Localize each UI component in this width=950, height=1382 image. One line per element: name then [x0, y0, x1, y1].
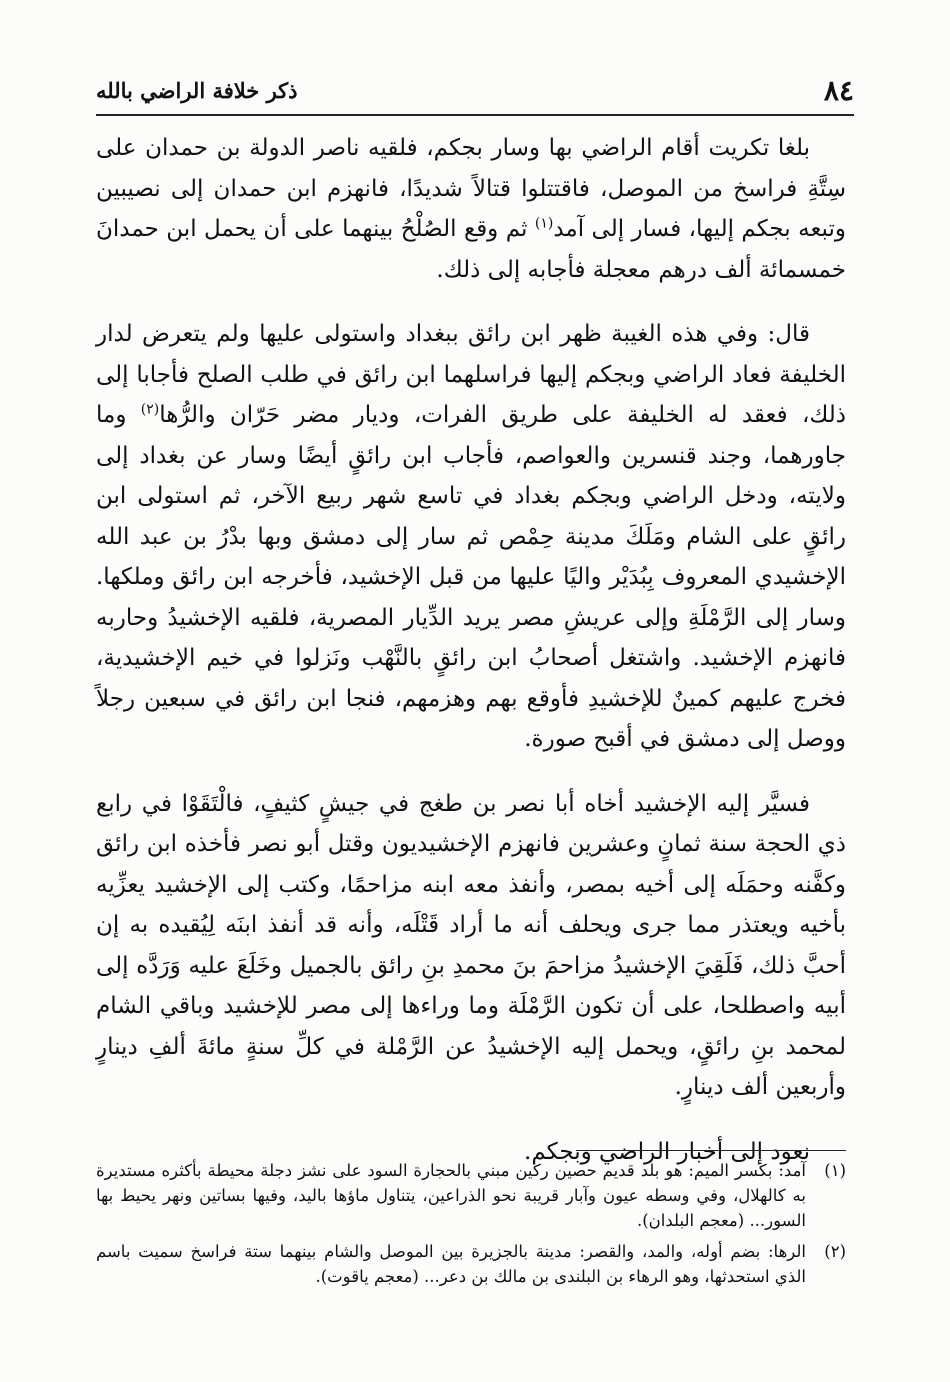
footnotes: [96, 1158, 846, 1295]
paragraph-2: [96, 314, 846, 760]
page-header: [96, 66, 854, 116]
paragraph-2-part-b: وما جاورهما، وجند قنسرين والعواصم، فأجاب ابن رائقٍ أيضًا وسار عن بغداد إلى ولايته، ودخل الراضي وبجكم بغداد في تاسع شهر ربيع الآخر، ثم استولى ابن رائقٍ على الشام ومَلَكَ مدينة حِمْص ثم سار إلى دمشق وبها بدْرُ بن عبد الله الإخشيدي المعروف بِبُدَيْر واليًا عليها من قبل الإخشيد، فأخرجه ابن رائق وملكها. وسار إلى الرَّمْلَةِ وإلى عريشِ مصر يريد الدِّيار المصرية، فلقيه الإخشيدُ وحاربه فانهزم الإخشيد. واشتغل أصحابُ ابن رائقٍ بالنَّهْب ونَزلوا في خيم الإخشيدية، فخرج عليهم كمينٌ للإخشيدِ فأوقع بهم وهزمهم، فنجا ابن رائق في سبعين رجلاً ووصل إلى دمشق في أقبح صورة.: [96, 402, 846, 752]
footnote-ref-1: (١): [534, 215, 554, 232]
paragraph-1: [96, 128, 846, 290]
paragraph-4: نعود إلى أخبار الراضي وبجكم.: [524, 1138, 810, 1165]
footnote-1-number: (١): [824, 1161, 846, 1180]
paragraph-1-part-b: ثم وقع الصُلْحُ بينهما على أن يحمل ابن حمدانَ خمسمائة ألف درهم معجلة فأجابه إلى ذلك.: [96, 216, 846, 283]
paragraph-2-part-a: قال: وفي هذه الغيبة ظهر ابن رائق ببغداد واستولى عليها ولم يتعرض لدار الخليفة فعاد الراضي وبجكم إليها فراسلهما ابن رائق في طلب الصلح فأجابا إلى ذلك، فعقد له الخليفة على طريق الفرات، وديار مضر حَرّان والرُّها: [96, 321, 847, 428]
footnote-ref-2: (٢): [140, 401, 160, 418]
main-text: [96, 128, 846, 1196]
page-number: ٨٤: [823, 73, 854, 107]
footnote-1-text: آمد: بكسر الميم: هو بلد قديم حصين ركين مبني بالحجارة السود على نشز دجلة محيطة بأكثره مستديرة به كالهلال، وفي وسطه عيون وآبار قريبة نحو الذراعين، يتناول ماؤها باليد، وفيها بساتين ونهر يحيط بها السور... (معجم البلدان).: [96, 1161, 806, 1230]
footnote-2: [96, 1239, 846, 1289]
running-title: ذكر خلافة الراضي بالله: [96, 77, 298, 103]
paragraph-1-part-a: بلغا تكريت أقام الراضي بها وسار بجكم، فلقيه ناصر الدولة بن حمدان على سِتَّةِ فراسخ من الموصل، فاقتتلوا قتالاً شديدًا، فانهزم ابن حمدان إلى نصيبين وتبعه بجكم إليها، فسار إلى آمد: [96, 135, 846, 242]
paragraph-3: فسيَّر إليه الإخشيد أخاه أبا نصر بن طغج في جيشٍ كثيفٍ، فالْتَقَوْا في رابع ذي الحجة سنة ثمانٍ وعشرين فانهزم الإخشيديون وقتل أبو نصر فأخذه ابن رائق وكفَّنه وحمَلَه إلى أخيه بمصر، وأنفذ معه ابنه مزاحمًا، وكتب إلى الإخشيد يعزِّيه بأخيه ويعتذر مما جرى ويحلف أنه ما أراد قَتْلَه، وأنه قد أنفذ ابنَه لِيُقيده به إن أحبَّ ذلك، فَلَقِيَ الإخشيدُ مزاحمَ بنَ محمدِ بنِ رائق بالجميل وخَلَعَ عليه وَرَدَّه إلى أبيه واصطلحا، على أن تكون الرَّمْلَة وما وراءها إلى مصر للإخشيد وباقي الشام لمحمد بنِ رائقٍ، ويحمل إليه الإخشيدُ عن الرَّمْلة في كلِّ سنةٍ مائةَ ألفِ دينارٍ وأربعين ألف دينارٍ.: [96, 790, 846, 1100]
footnote-2-number: (٢): [824, 1242, 846, 1261]
footnote-2-text: الرها: بضم أوله، والمد، والقصر: مدينة بالجزيرة بين الموصل والشام بينهما ستة فراسخ سميت باسم الذي استحدثها، وهو الرهاء بن البلندى بن مالك بن دعر... (معجم ياقوت).: [96, 1242, 806, 1286]
footnote-divider: [576, 1150, 846, 1151]
footnote-1: [96, 1158, 846, 1233]
